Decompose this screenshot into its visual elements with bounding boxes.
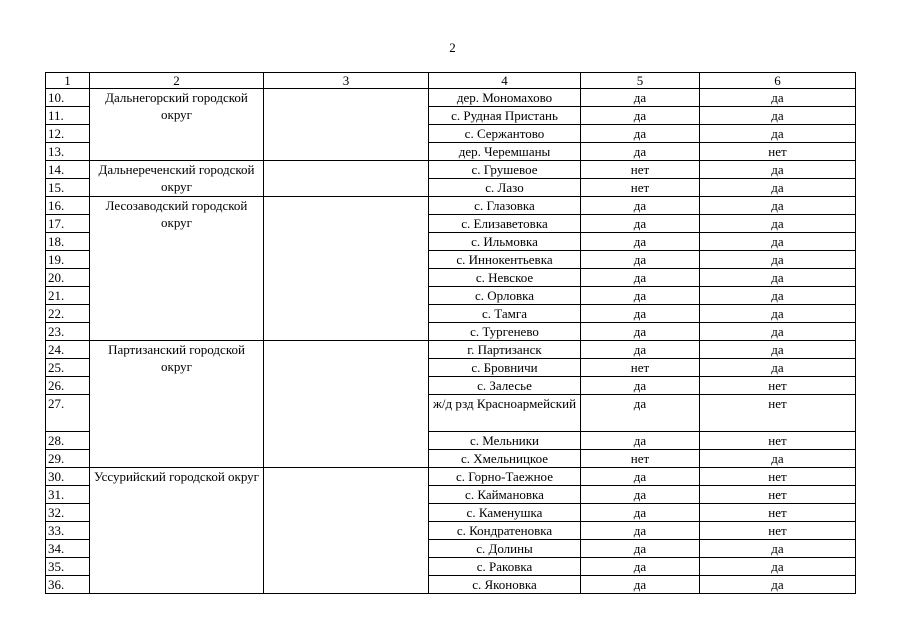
table-header-row — [46, 73, 856, 89]
settlement-name: с. Глазовка — [429, 197, 581, 215]
empty-column-3-cell — [264, 197, 429, 341]
column-5-value: да — [581, 504, 700, 522]
settlement-name: дер. Черемшаны — [429, 143, 581, 161]
table-body — [46, 73, 856, 594]
column-6-value: нет — [700, 522, 856, 540]
row-number: 36. — [46, 576, 90, 594]
column-5-value: да — [581, 251, 700, 269]
row-number: 17. — [46, 215, 90, 233]
row-number: 27. — [46, 395, 90, 432]
settlement-name: с. Хмельницкое — [429, 450, 581, 468]
row-number: 19. — [46, 251, 90, 269]
row-number: 20. — [46, 269, 90, 287]
column-5-value: нет — [581, 450, 700, 468]
settlement-name: с. Ильмовка — [429, 233, 581, 251]
column-6-value: да — [700, 251, 856, 269]
row-number: 29. — [46, 450, 90, 468]
table-row — [46, 197, 856, 215]
settlement-name: с. Долины — [429, 540, 581, 558]
column-5-value: да — [581, 576, 700, 594]
settlement-name: с. Залесье — [429, 377, 581, 395]
column-6-value: да — [700, 197, 856, 215]
column-6-value: нет — [700, 377, 856, 395]
row-number: 15. — [46, 179, 90, 197]
column-6-value: да — [700, 305, 856, 323]
column-6-value: да — [700, 269, 856, 287]
column-5-value: да — [581, 125, 700, 143]
column-6-value: нет — [700, 143, 856, 161]
table-row — [46, 468, 856, 486]
table-row — [46, 89, 856, 107]
settlement-name: с. Яконовка — [429, 576, 581, 594]
settlement-name: ж/д рзд Красноармейский — [429, 395, 581, 432]
row-number: 34. — [46, 540, 90, 558]
header-cell: 2 — [90, 73, 264, 89]
row-number: 30. — [46, 468, 90, 486]
row-number: 26. — [46, 377, 90, 395]
row-number: 31. — [46, 486, 90, 504]
column-5-value: да — [581, 305, 700, 323]
settlement-name: с. Невское — [429, 269, 581, 287]
table-row — [46, 341, 856, 359]
column-6-value: нет — [700, 504, 856, 522]
column-6-value: нет — [700, 486, 856, 504]
column-6-value: да — [700, 450, 856, 468]
row-number: 14. — [46, 161, 90, 179]
column-5-value: да — [581, 341, 700, 359]
header-cell: 6 — [700, 73, 856, 89]
column-5-value: да — [581, 395, 700, 432]
column-5-value: да — [581, 107, 700, 125]
empty-column-3-cell — [264, 468, 429, 594]
column-5-value: да — [581, 287, 700, 305]
header-cell: 3 — [264, 73, 429, 89]
column-5-value: да — [581, 377, 700, 395]
district-name: Дальнереченский городской округ — [90, 161, 264, 197]
column-6-value: да — [700, 287, 856, 305]
district-name: Уссурийский городской округ — [90, 468, 264, 594]
header-cell: 4 — [429, 73, 581, 89]
settlement-name: с. Орловка — [429, 287, 581, 305]
column-5-value: да — [581, 233, 700, 251]
column-6-value: да — [700, 576, 856, 594]
row-number: 23. — [46, 323, 90, 341]
settlement-name: с. Каймановка — [429, 486, 581, 504]
row-number: 21. — [46, 287, 90, 305]
column-6-value: да — [700, 341, 856, 359]
settlement-name: с. Мельники — [429, 432, 581, 450]
column-5-value: да — [581, 486, 700, 504]
column-6-value: нет — [700, 432, 856, 450]
column-6-value: да — [700, 558, 856, 576]
table-row — [46, 161, 856, 179]
column-6-value: да — [700, 233, 856, 251]
settlement-name: с. Елизаветовка — [429, 215, 581, 233]
settlement-name: с. Рудная Пристань — [429, 107, 581, 125]
settlement-name: с. Бровничи — [429, 359, 581, 377]
settlement-name: с. Грушевое — [429, 161, 581, 179]
column-6-value: да — [700, 179, 856, 197]
column-6-value: да — [700, 107, 856, 125]
column-5-value: да — [581, 522, 700, 540]
column-6-value: да — [700, 540, 856, 558]
column-6-value: да — [700, 323, 856, 341]
settlement-name: с. Сержантово — [429, 125, 581, 143]
column-6-value: да — [700, 125, 856, 143]
column-6-value: да — [700, 161, 856, 179]
page-number: 2 — [449, 40, 456, 55]
row-number: 16. — [46, 197, 90, 215]
column-5-value: да — [581, 215, 700, 233]
column-6-value: да — [700, 215, 856, 233]
settlement-name: с. Горно-Таежное — [429, 468, 581, 486]
column-5-value: да — [581, 89, 700, 107]
header-cell: 5 — [581, 73, 700, 89]
column-5-value: да — [581, 197, 700, 215]
district-name: Дальнегорский городской округ — [90, 89, 264, 161]
empty-column-3-cell — [264, 89, 429, 161]
settlement-name: с. Раковка — [429, 558, 581, 576]
row-number: 12. — [46, 125, 90, 143]
column-5-value: да — [581, 558, 700, 576]
row-number: 11. — [46, 107, 90, 125]
header-cell: 1 — [46, 73, 90, 89]
row-number: 33. — [46, 522, 90, 540]
column-5-value: да — [581, 432, 700, 450]
settlement-name: с. Кондратеновка — [429, 522, 581, 540]
column-5-value: да — [581, 323, 700, 341]
settlement-name: с. Каменушка — [429, 504, 581, 522]
column-6-value: нет — [700, 395, 856, 432]
row-number: 24. — [46, 341, 90, 359]
settlement-name: дер. Мономахово — [429, 89, 581, 107]
settlement-name: г. Партизанск — [429, 341, 581, 359]
column-5-value: нет — [581, 359, 700, 377]
empty-column-3-cell — [264, 341, 429, 468]
row-number: 10. — [46, 89, 90, 107]
settlement-name: с. Иннокентьевка — [429, 251, 581, 269]
row-number: 13. — [46, 143, 90, 161]
settlement-name: с. Тамга — [429, 305, 581, 323]
column-5-value: да — [581, 143, 700, 161]
column-6-value: да — [700, 89, 856, 107]
row-number: 32. — [46, 504, 90, 522]
district-name: Партизанский городской округ — [90, 341, 264, 468]
column-5-value: да — [581, 540, 700, 558]
row-number: 25. — [46, 359, 90, 377]
column-5-value: нет — [581, 161, 700, 179]
empty-column-3-cell — [264, 161, 429, 197]
column-5-value: да — [581, 269, 700, 287]
column-6-value: да — [700, 359, 856, 377]
column-6-value: нет — [700, 468, 856, 486]
settlements-table — [45, 72, 856, 594]
district-name: Лесозаводский городской округ — [90, 197, 264, 341]
row-number: 22. — [46, 305, 90, 323]
row-number: 35. — [46, 558, 90, 576]
column-5-value: нет — [581, 179, 700, 197]
settlement-name: с. Тургенево — [429, 323, 581, 341]
row-number: 28. — [46, 432, 90, 450]
row-number: 18. — [46, 233, 90, 251]
column-5-value: да — [581, 468, 700, 486]
settlement-name: с. Лазо — [429, 179, 581, 197]
